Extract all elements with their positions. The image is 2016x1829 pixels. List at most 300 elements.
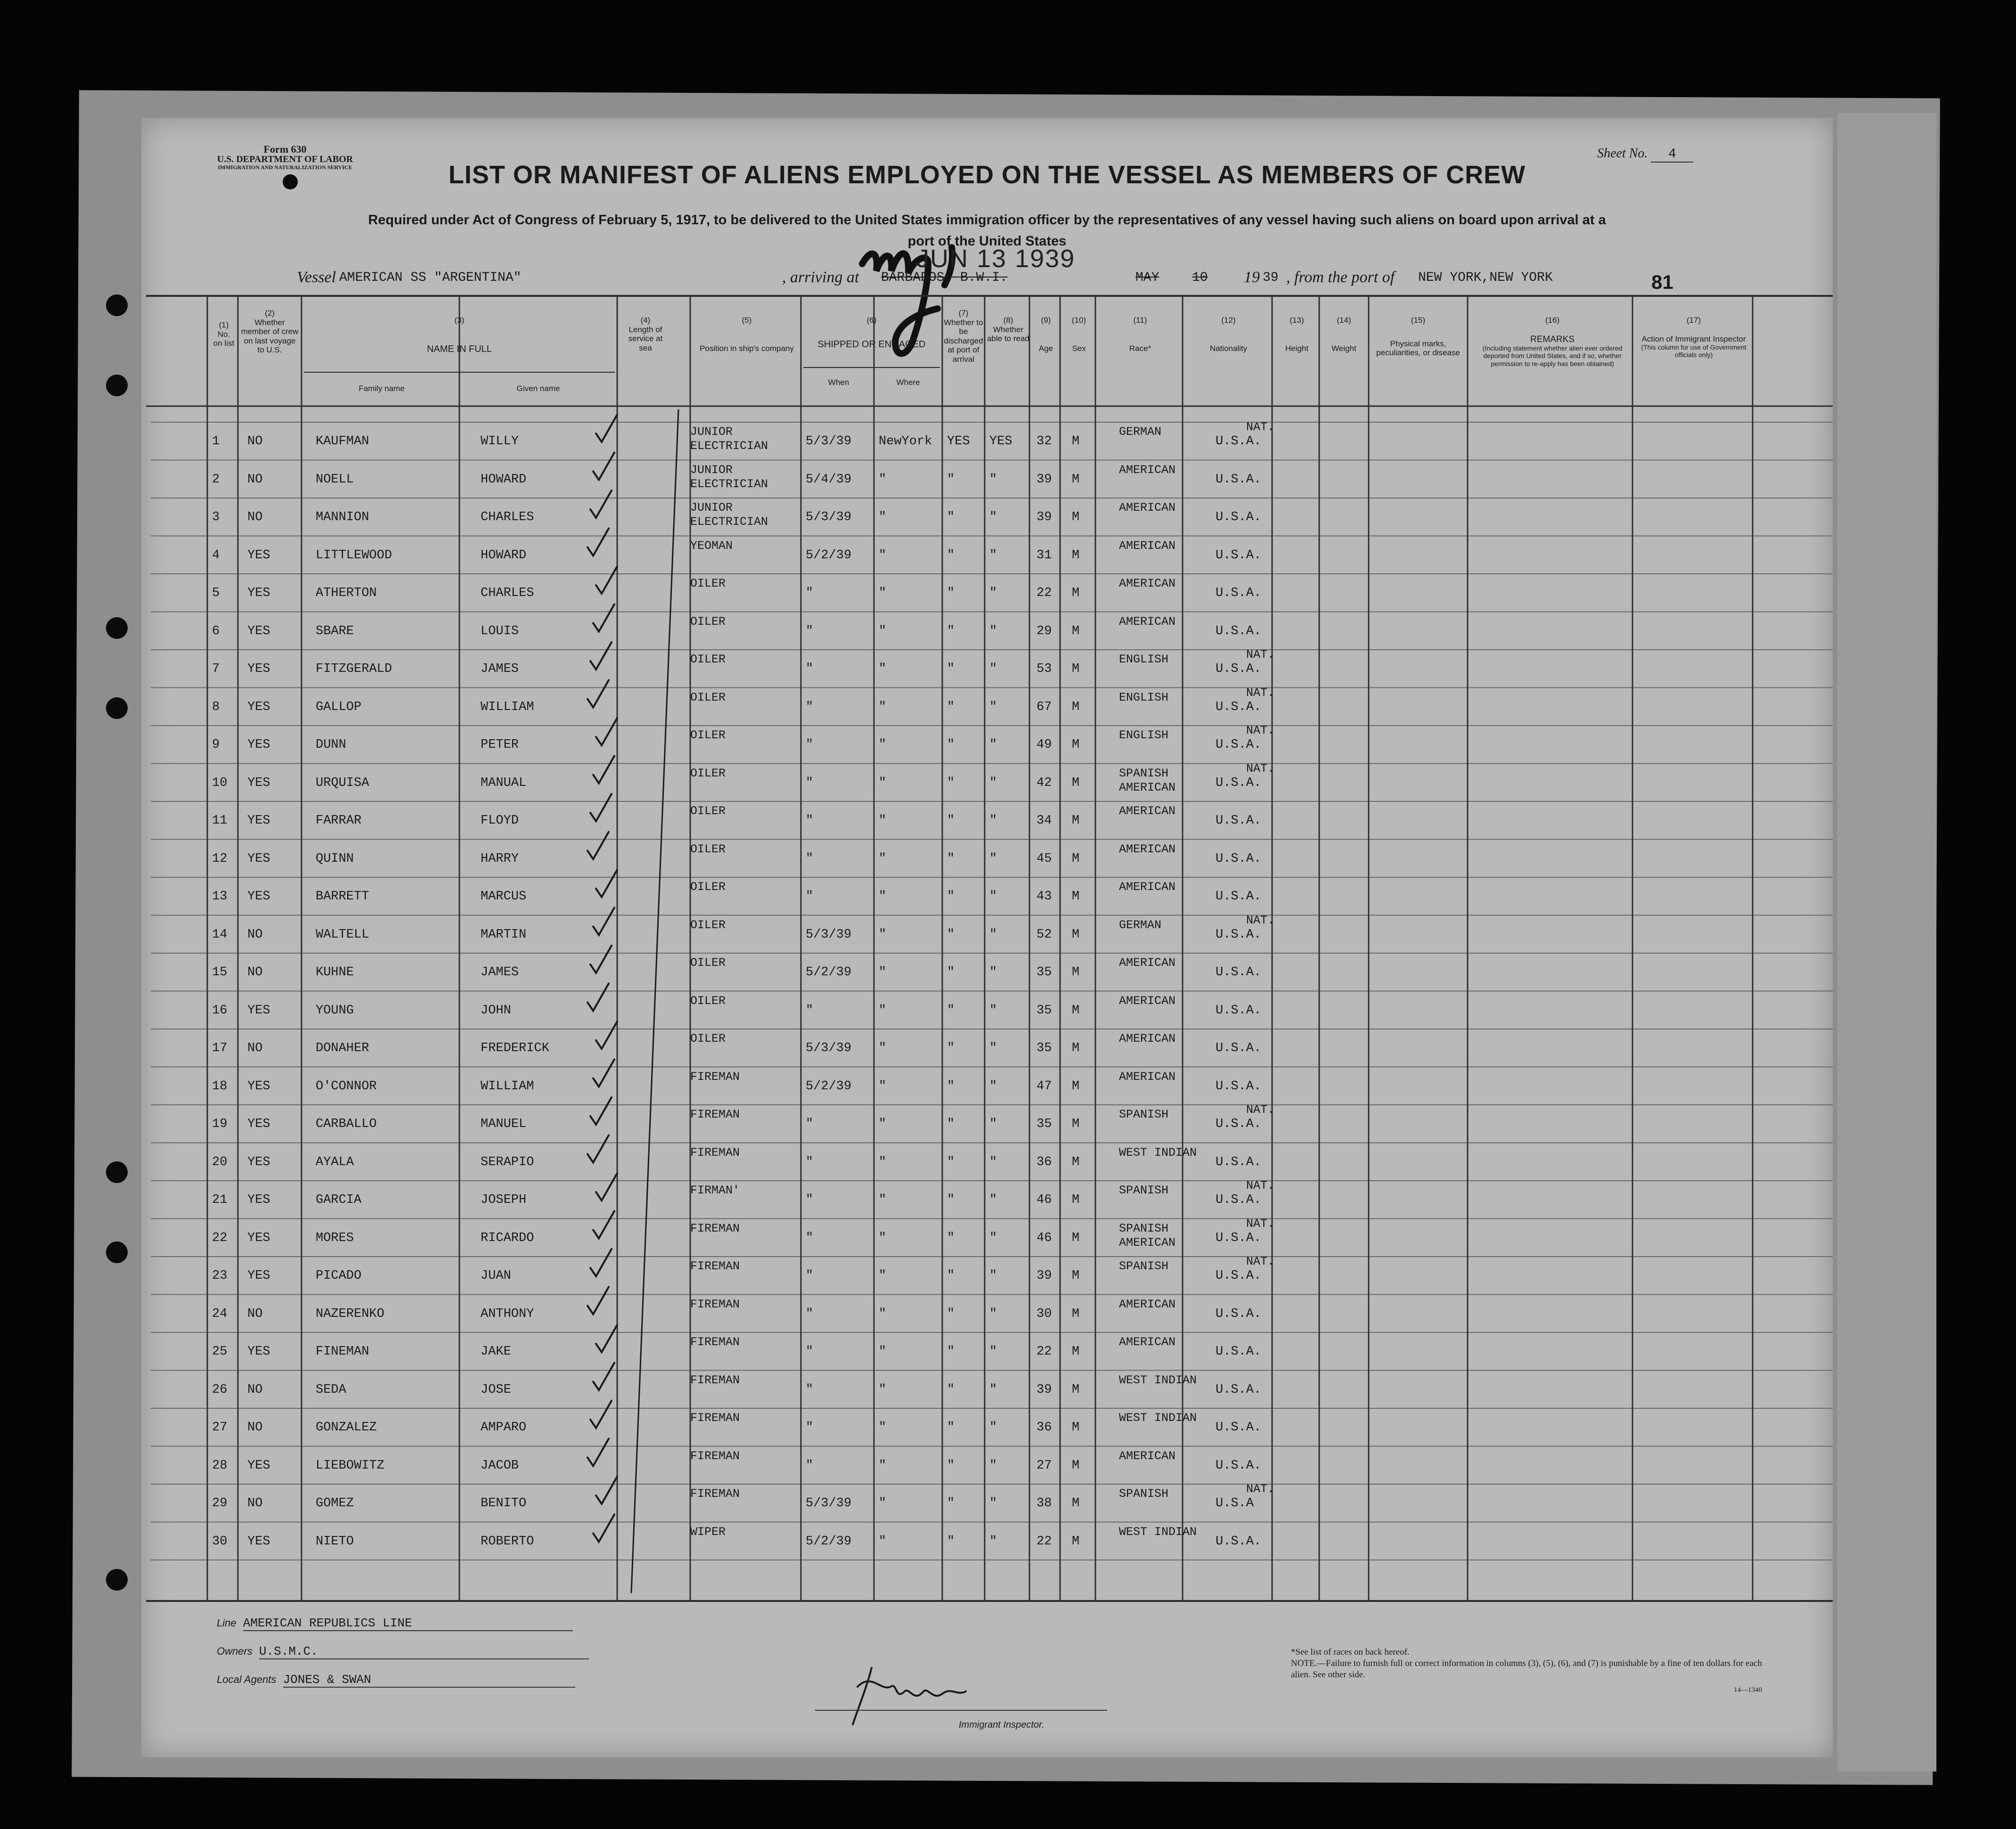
cell-read: " [989, 1231, 997, 1245]
col-6-num: (6) [866, 316, 877, 325]
cell-where: " [879, 1231, 887, 1245]
cell-when: " [806, 1193, 814, 1207]
col-5-label: Position in ship's company [700, 343, 794, 353]
cell-nat: U.S.A. [1216, 1534, 1262, 1549]
cell-last: NO [247, 510, 263, 524]
cell-position: FIREMAN [690, 1373, 740, 1387]
cell-position: OILER [690, 880, 726, 894]
cell-last: NO [247, 1421, 263, 1435]
cell-when: 5/3/39 [806, 1496, 852, 1511]
vessel-name: AMERICAN SS "ARGENTINA" [339, 270, 522, 285]
cell-sex: M [1072, 1306, 1080, 1321]
cell-last: YES [247, 814, 270, 828]
cell-family: MANNION [316, 510, 369, 524]
col-12-num: (12) [1221, 316, 1236, 325]
cell-last: YES [247, 1003, 270, 1018]
col-16-num: (16) [1545, 316, 1560, 325]
cell-given: CHARLES [481, 586, 534, 600]
cell-last: NO [247, 1306, 263, 1321]
owners-label: Owners [217, 1645, 253, 1657]
cell-when: " [806, 1345, 814, 1359]
cell-disch: " [947, 1041, 955, 1055]
cell-where: " [879, 1345, 887, 1359]
col-14-label: Weight [1331, 343, 1356, 353]
cell-given: WILLY [481, 434, 519, 449]
cell-disch: " [947, 1534, 955, 1549]
cell-position: OILER [690, 577, 726, 590]
cell-last: YES [247, 738, 270, 752]
cell-where: " [879, 890, 887, 904]
cell-nat-note: NAT. [1246, 420, 1275, 434]
cell-sex: M [1072, 965, 1080, 980]
cell-position: WIPER [690, 1525, 726, 1539]
cell-disch: " [947, 1421, 955, 1435]
cell-sex: M [1072, 1382, 1080, 1397]
cell-when: " [806, 586, 814, 600]
cell-where: " [879, 1117, 887, 1131]
cell-no: 30 [212, 1534, 228, 1549]
cell-sex: M [1072, 1193, 1080, 1207]
cell-age: 22 [1037, 1534, 1052, 1549]
cell-given: MANUEL [481, 1117, 527, 1131]
cell-no: 4 [212, 548, 220, 563]
cell-given: JOHN [481, 1003, 511, 1018]
cell-no: 18 [212, 1079, 228, 1094]
col-10-num: (10) [1071, 316, 1086, 325]
cell-last: NO [247, 1382, 263, 1397]
col-7-header [942, 309, 985, 364]
cell-nat: U.S.A. [1216, 738, 1262, 752]
cell-nat: U.S.A. [1216, 1003, 1262, 1018]
cell-read: " [989, 851, 997, 866]
cell-last: YES [247, 586, 270, 600]
cell-nat: U.S.A. [1216, 1155, 1262, 1169]
cell-family: GONZALEZ [316, 1421, 377, 1435]
manifest-sheet [141, 118, 1833, 1757]
cell-where: " [879, 965, 887, 980]
cell-position: OILER [690, 1032, 726, 1045]
cell-position: FIREMAN [690, 1297, 740, 1311]
cell-no: 8 [212, 700, 220, 714]
cell-age: 39 [1037, 1269, 1052, 1283]
cell-where: " [879, 586, 887, 600]
cell-race: AMERICAN [1119, 577, 1176, 590]
cell-last: YES [247, 776, 270, 790]
cell-disch: " [947, 1155, 955, 1169]
cell-no: 1 [212, 434, 220, 449]
cell-last: YES [247, 851, 270, 866]
cell-read: " [989, 1534, 997, 1549]
col-13-num: (13) [1290, 316, 1304, 325]
cell-age: 52 [1037, 927, 1052, 942]
col-3-num: (3) [454, 316, 465, 325]
cell-where: " [879, 1193, 887, 1207]
col-11-header [1098, 316, 1183, 353]
subtitle-line-1: Required under Act of Congress of February 5, 1917, to be delivered to the United States immigration officer by the representatives of any vessel having such aliens on board upon arrival at a [368, 212, 1606, 228]
cell-sex: M [1072, 738, 1080, 752]
cell-read: " [989, 472, 997, 487]
cell-age: 39 [1037, 510, 1052, 524]
col-6-label: SHIPPED OR ENGAGED [817, 339, 926, 350]
cell-last: YES [247, 624, 270, 638]
cell-race: AMERICAN [1119, 1449, 1176, 1463]
cell-age: 38 [1037, 1496, 1052, 1511]
col-9-label: Age [1038, 343, 1053, 353]
cell-age: 36 [1037, 1155, 1052, 1169]
service: IMMIGRATION AND NATURALIZATION SERVICE [218, 164, 352, 171]
cell-where: " [879, 927, 887, 942]
cell-read: " [989, 586, 997, 600]
cell-read: " [989, 662, 997, 676]
cell-age: 22 [1037, 1345, 1052, 1359]
cell-sex: M [1072, 890, 1080, 904]
cell-no: 11 [212, 814, 228, 828]
cell-no: 28 [212, 1458, 228, 1473]
col-11-num: (11) [1133, 316, 1147, 325]
cell-where: " [879, 1458, 887, 1473]
cell-read: " [989, 548, 997, 563]
cell-given: MARTIN [481, 927, 527, 942]
cell-age: 35 [1037, 1003, 1052, 1018]
cell-age: 49 [1037, 738, 1052, 752]
cell-sex: M [1072, 1345, 1080, 1359]
cell-given: SERAPIO [481, 1155, 534, 1169]
cell-family: QUINN [316, 851, 354, 866]
cell-age: 22 [1037, 586, 1052, 600]
cell-where: " [879, 1496, 887, 1511]
cell-given: PETER [481, 738, 519, 752]
cell-race: AMERICAN [1119, 1335, 1176, 1349]
col-5-num: (5) [742, 316, 752, 325]
col-7-num: (7) [958, 309, 969, 318]
cell-where: " [879, 1534, 887, 1549]
cell-given: FREDERICK [481, 1041, 549, 1055]
cell-race: SPANISH [1119, 1487, 1169, 1501]
col-14-num: (14) [1337, 316, 1351, 325]
cell-when: " [806, 1117, 814, 1131]
cell-disch: " [947, 776, 955, 790]
cell-last: YES [247, 890, 270, 904]
from-port: NEW YORK,NEW YORK [1418, 270, 1553, 285]
cell-age: 27 [1037, 1458, 1052, 1473]
col-16-label: REMARKS [1530, 334, 1575, 344]
cell-last: YES [247, 1079, 270, 1094]
cell-read: " [989, 738, 997, 752]
cell-nat: U.S.A. [1216, 927, 1262, 942]
cell-where: " [879, 548, 887, 563]
cell-read: " [989, 776, 997, 790]
cell-read: " [989, 510, 997, 524]
cell-read: " [989, 1269, 997, 1283]
from-label: , from the port of [1286, 269, 1395, 286]
col-2-label: Whether member of crew on last voyage to U.S. [241, 318, 299, 355]
cell-no: 3 [212, 510, 220, 524]
col-17-num: (17) [1686, 316, 1701, 325]
cell-where: " [879, 700, 887, 714]
cell-read: " [989, 1421, 997, 1435]
cell-disch: " [947, 510, 955, 524]
cell-when: " [806, 1458, 814, 1473]
cell-disch: " [947, 1382, 955, 1397]
cell-where: " [879, 472, 887, 487]
cell-read: " [989, 1382, 997, 1397]
cell-when: 5/3/39 [806, 927, 852, 942]
cell-when: " [806, 700, 814, 714]
cell-no: 16 [212, 1003, 228, 1018]
cell-race: AMERICAN [1119, 804, 1176, 818]
cell-race: AMERICAN [1119, 463, 1176, 477]
footnotes [1291, 1647, 1762, 1696]
cell-nat: U.S.A. [1216, 548, 1262, 563]
cell-no: 24 [212, 1306, 228, 1321]
cell-when: 5/2/39 [806, 965, 852, 980]
cell-when: 5/2/39 [806, 1534, 852, 1549]
cell-nat-note: NAT. [1246, 1255, 1275, 1268]
col-5-header [695, 316, 799, 353]
cell-read: " [989, 1345, 997, 1359]
cell-disch: " [947, 738, 955, 752]
cell-nat-note: NAT. [1246, 913, 1275, 927]
cell-sex: M [1072, 814, 1080, 828]
col-7-label: Whether to be discharged at port of arrival [944, 318, 983, 364]
col-4-label: Length of service at sea [628, 325, 663, 352]
col-8-label: Whether able to read [987, 325, 1029, 343]
col-16-header [1475, 316, 1630, 367]
punch-mark [283, 174, 298, 189]
cell-given: BENITO [481, 1496, 527, 1511]
cell-age: 35 [1037, 1041, 1052, 1055]
cell-no: 25 [212, 1345, 228, 1359]
cell-age: 30 [1037, 1306, 1052, 1321]
cell-family: KAUFMAN [316, 434, 369, 449]
inspector-label: Immigrant Inspector. [959, 1720, 1045, 1730]
cell-when: " [806, 1421, 814, 1435]
cell-nat: U.S.A. [1216, 1345, 1262, 1359]
col-8-header [987, 316, 1029, 343]
cell-disch: " [947, 1079, 955, 1094]
cell-family: GALLOP [316, 700, 362, 714]
cell-disch: " [947, 1003, 955, 1018]
cell-where: " [879, 776, 887, 790]
arrival-day: 10 [1192, 270, 1208, 285]
cell-family: KUHNE [316, 965, 354, 980]
cell-family: FITZGERALD [316, 662, 392, 676]
form-number: Form 630 [263, 143, 307, 155]
cell-last: YES [247, 1458, 270, 1473]
cell-when: 5/3/39 [806, 1041, 852, 1055]
vessel-label: Vessel [297, 269, 336, 286]
cell-disch: " [947, 1269, 955, 1283]
cell-nat: U.S.A. [1216, 586, 1262, 600]
cell-disch: " [947, 1496, 955, 1511]
cell-nat: U.S.A. [1216, 1193, 1262, 1207]
cell-family: SBARE [316, 624, 354, 638]
cell-given: WILLIAM [481, 1079, 534, 1094]
cell-disch: " [947, 890, 955, 904]
cell-age: 36 [1037, 1421, 1052, 1435]
cell-nat-note: NAT. [1246, 761, 1275, 776]
subtitle-line-2: port of the United States [907, 234, 1067, 249]
cell-position: FIREMAN [690, 1411, 740, 1425]
cell-age: 47 [1037, 1079, 1052, 1094]
cell-nat: U.S.A. [1216, 776, 1262, 790]
cell-position: FIREMAN [690, 1221, 740, 1235]
cell-sex: M [1072, 586, 1080, 600]
binder-hole [106, 617, 128, 639]
cell-last: YES [247, 1269, 270, 1283]
binder-hole [106, 1161, 128, 1183]
col-4-num: (4) [640, 316, 651, 325]
col-17-header [1637, 316, 1750, 359]
cell-race: AMERICAN [1119, 956, 1176, 970]
cell-sex: M [1072, 1269, 1080, 1283]
cell-read: " [989, 1193, 997, 1207]
cell-disch: " [947, 586, 955, 600]
cell-nat: U.S.A. [1216, 890, 1262, 904]
cell-given: ROBERTO [481, 1534, 534, 1549]
cell-given: JAMES [481, 662, 519, 676]
cell-read: " [989, 1458, 997, 1473]
cell-position: JUNIOR ELECTRICIAN [690, 463, 768, 491]
cell-family: NIETO [316, 1534, 354, 1549]
cell-position: OILER [690, 994, 726, 1008]
cell-when: " [806, 624, 814, 638]
cell-sex: M [1072, 624, 1080, 638]
cell-family: FARRAR [316, 814, 362, 828]
col-4-header [622, 316, 669, 352]
cell-when: " [806, 814, 814, 828]
cell-nat-note: NAT. [1246, 1482, 1275, 1496]
col-13-header [1274, 316, 1319, 353]
cell-no: 20 [212, 1155, 228, 1169]
cell-race: SPANISH [1119, 1108, 1169, 1121]
cell-no: 19 [212, 1117, 228, 1131]
cell-when: " [806, 738, 814, 752]
arriving-port: BARBADOS, B.W.I. [881, 270, 1008, 285]
cell-no: 10 [212, 776, 228, 790]
cell-sex: M [1072, 434, 1080, 449]
cell-nat: U.S.A. [1216, 1041, 1262, 1055]
year-suffix: 39 [1263, 270, 1279, 285]
cell-no: 13 [212, 890, 228, 904]
cell-where: " [879, 1155, 887, 1169]
cell-sex: M [1072, 1458, 1080, 1473]
cell-nat: U.S.A. [1216, 851, 1262, 866]
cell-given: JACOB [481, 1458, 519, 1473]
cell-family: ATHERTON [316, 586, 377, 600]
sheet-number-label: Sheet No. [1597, 146, 1648, 161]
cell-race: AMERICAN [1119, 501, 1176, 514]
cell-disch: " [947, 472, 955, 487]
cell-last: YES [247, 1193, 270, 1207]
cell-when: 5/2/39 [806, 548, 852, 563]
received-date-stamp: JUN 13 1939 [916, 245, 1076, 273]
cell-nat: U.S.A. [1216, 1117, 1262, 1131]
cell-no: 15 [212, 965, 228, 980]
cell-disch: " [947, 851, 955, 866]
page-number: 81 [1651, 271, 1673, 293]
col-15-label: Physical marks, peculiarities, or disease [1376, 339, 1460, 358]
cell-sex: M [1072, 1534, 1080, 1549]
cell-race: SPANISH AMERICAN [1119, 766, 1176, 794]
col-15-num: (15) [1411, 316, 1426, 325]
cell-given: WILLIAM [481, 700, 534, 714]
cell-where: " [879, 662, 887, 676]
cell-disch: " [947, 1458, 955, 1473]
cell-read: " [989, 1003, 997, 1018]
arrival-month: MAY [1135, 270, 1159, 285]
cell-sex: M [1072, 548, 1080, 563]
cell-family: NAZERENKO [316, 1306, 384, 1321]
col-2-num: (2) [265, 309, 275, 318]
cell-sex: M [1072, 472, 1080, 487]
cell-given: JAMES [481, 965, 519, 980]
col-12-header [1185, 316, 1272, 353]
cell-race: AMERICAN [1119, 614, 1176, 629]
cell-when: 5/4/39 [806, 472, 852, 487]
cell-no: 14 [212, 927, 228, 942]
cell-last: NO [247, 965, 263, 980]
cell-nat: U.S.A. [1216, 1231, 1262, 1245]
agents-field [217, 1673, 575, 1688]
cell-race: WEST INDIAN [1119, 1411, 1197, 1425]
cell-sex: M [1072, 1079, 1080, 1094]
cell-sex: M [1072, 510, 1080, 524]
cell-position: FIREMAN [690, 1259, 740, 1273]
cell-position: FIREMAN [690, 1070, 740, 1084]
cell-given: HOWARD [481, 548, 527, 563]
cell-race: WEST INDIAN [1119, 1525, 1197, 1539]
cell-given: JAKE [481, 1345, 511, 1359]
cell-last: YES [247, 1117, 270, 1131]
cell-nat: U.S.A. [1216, 472, 1262, 487]
cell-race: SPANISH [1119, 1184, 1169, 1197]
cell-sex: M [1072, 776, 1080, 790]
cell-given: CHARLES [481, 510, 534, 524]
cell-nat: U.S.A. [1216, 662, 1262, 676]
cell-disch: " [947, 662, 955, 676]
cell-age: 35 [1037, 965, 1052, 980]
department: U.S. DEPARTMENT OF LABOR [217, 154, 353, 165]
binder-hole [106, 697, 128, 719]
cell-read: " [989, 1041, 997, 1055]
cell-age: 46 [1037, 1193, 1052, 1207]
cell-race: AMERICAN [1119, 1070, 1176, 1084]
cell-given: ANTHONY [481, 1306, 534, 1321]
binder-hole [106, 1569, 128, 1591]
cell-position: YEOMAN [690, 539, 733, 553]
cell-family: PICADO [316, 1269, 362, 1283]
cell-disch: YES [947, 434, 970, 449]
cell-where: " [879, 851, 887, 866]
cell-no: 23 [212, 1269, 228, 1283]
cell-nat-note: NAT. [1246, 724, 1275, 737]
cell-disch: " [947, 927, 955, 942]
cell-nat: U.S.A. [1216, 510, 1262, 524]
cell-sex: M [1072, 1041, 1080, 1055]
cell-nat: U.S.A. [1216, 814, 1262, 828]
cell-where: " [879, 1003, 887, 1018]
cell-race: GERMAN [1119, 425, 1162, 439]
col-10-header [1062, 316, 1095, 353]
cell-where: " [879, 814, 887, 828]
cell-where: " [879, 624, 887, 638]
cell-age: 35 [1037, 1117, 1052, 1131]
cell-disch: " [947, 624, 955, 638]
cell-position: FIREMAN [690, 1487, 740, 1501]
cell-sex: M [1072, 662, 1080, 676]
back-sheet-edge [1837, 113, 1936, 1772]
